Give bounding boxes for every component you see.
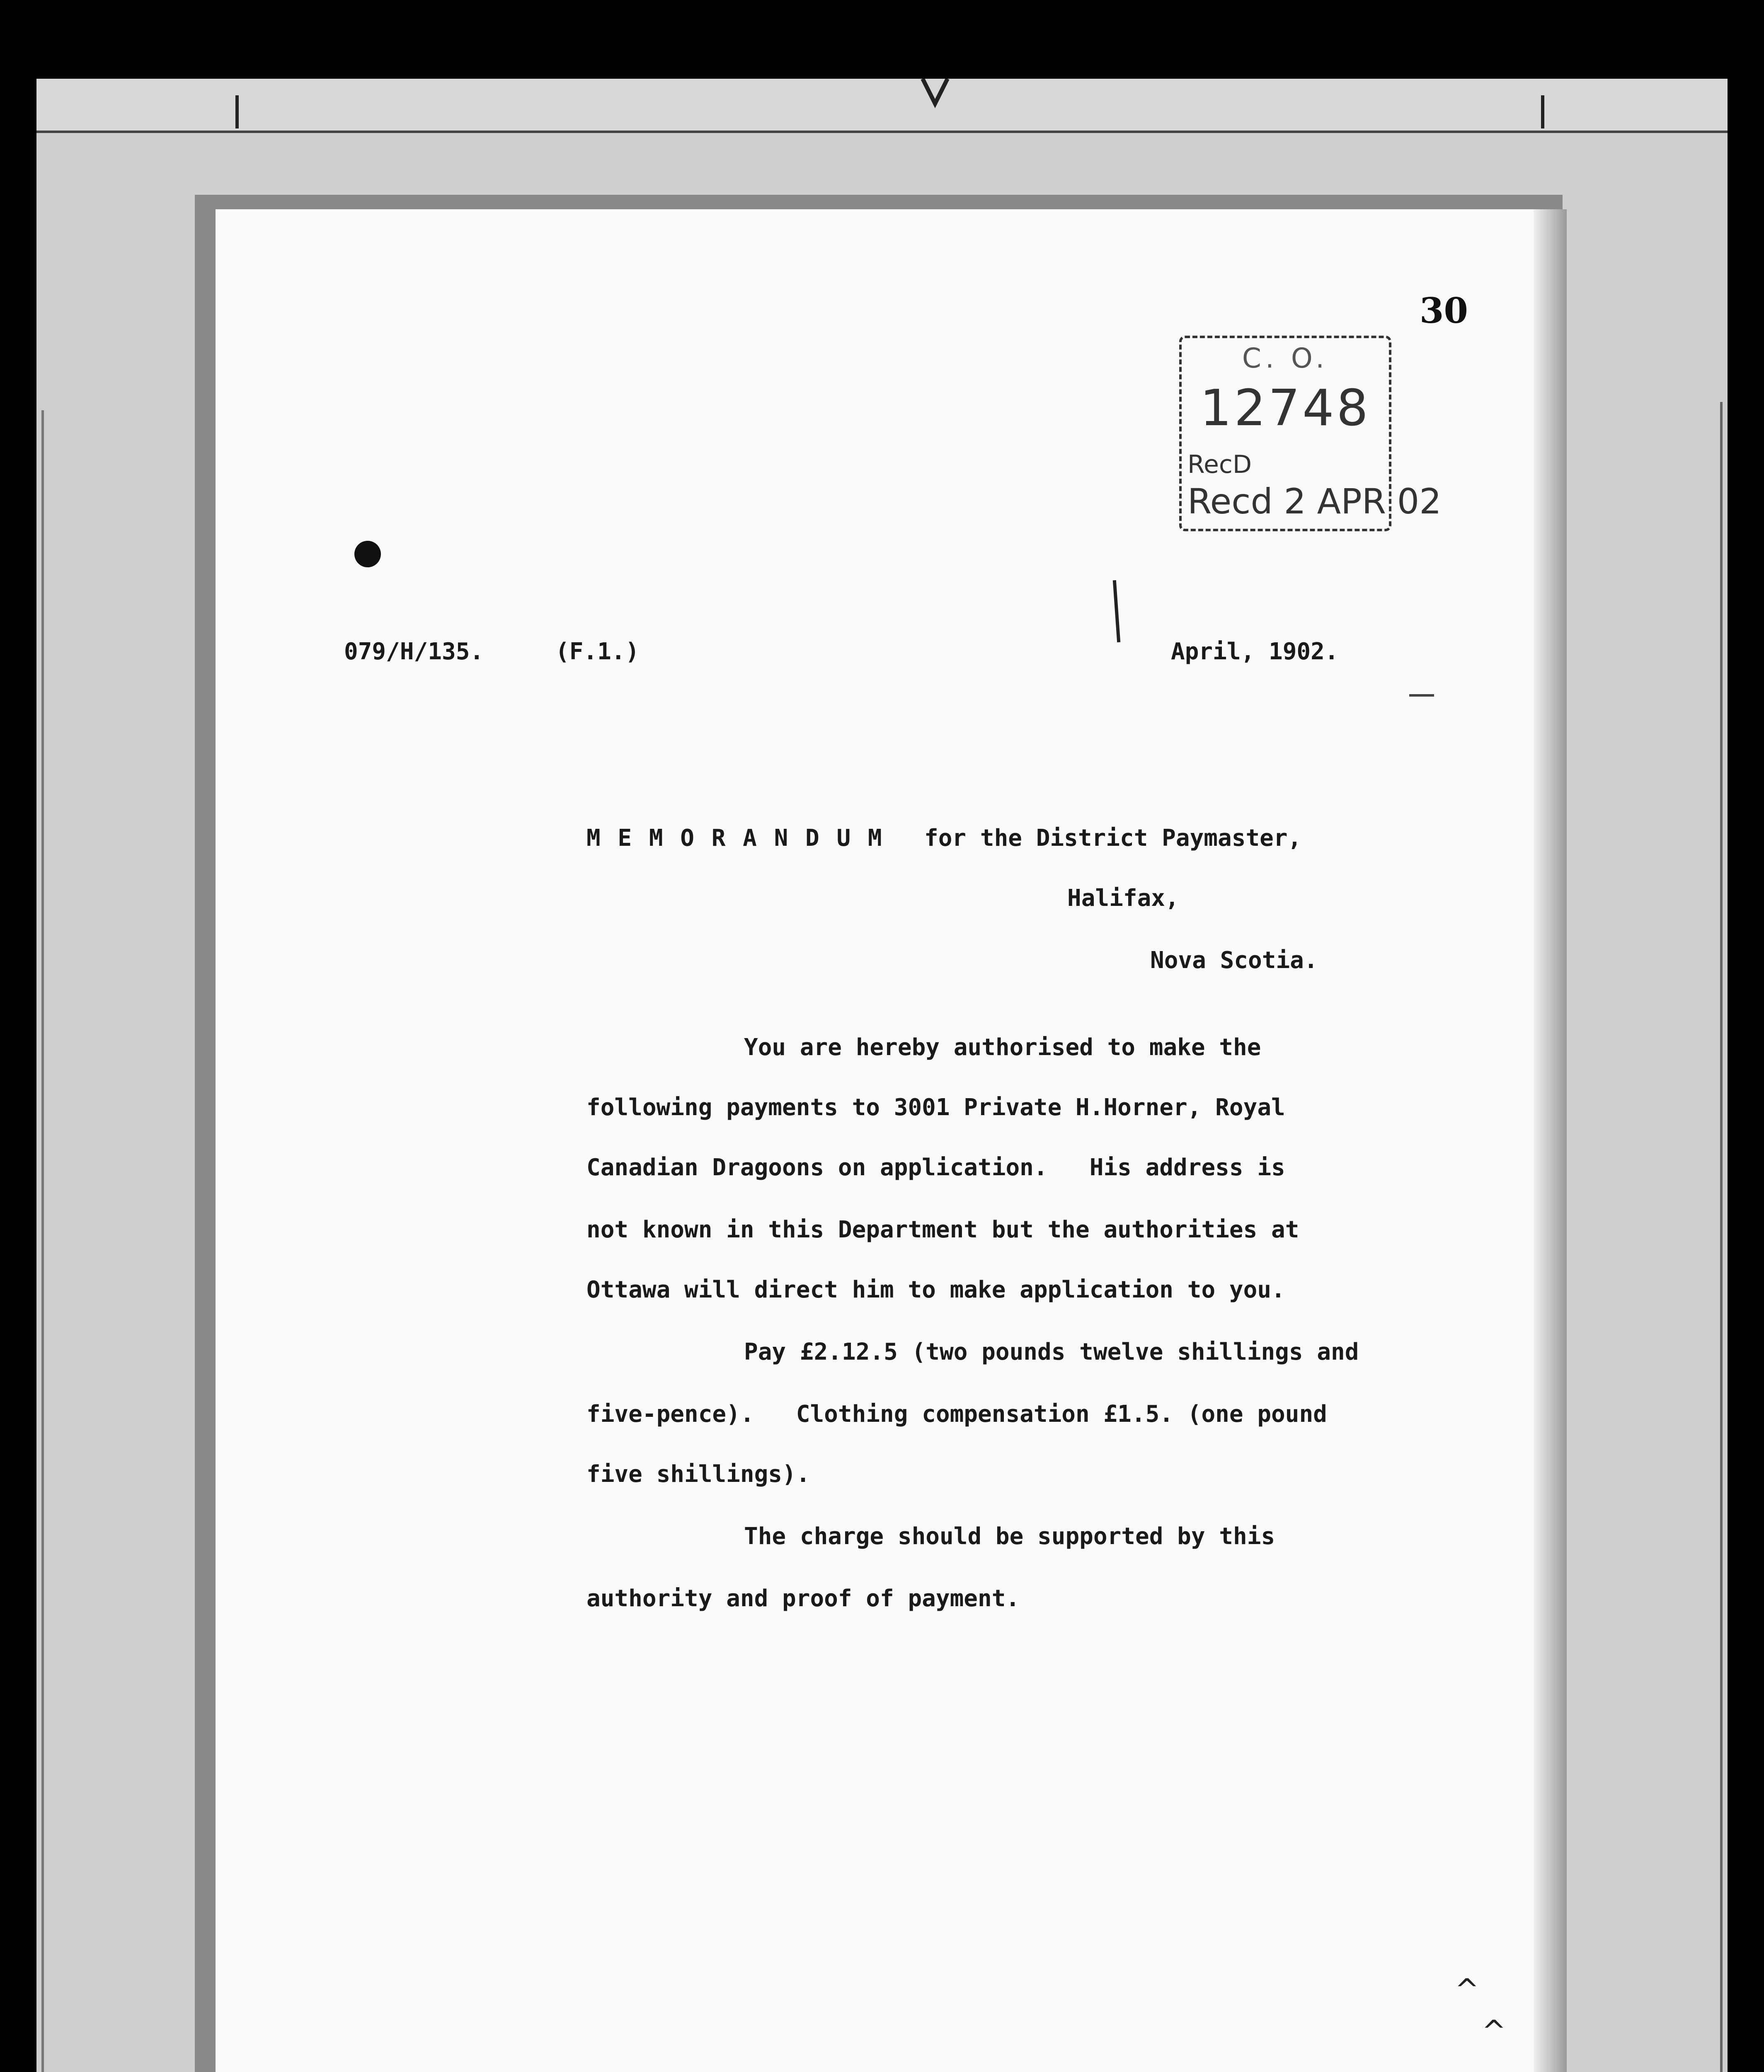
body-line-9: The charge should be supported by this [744,1523,1275,1550]
addressee-line-3: Nova Scotia. [1150,947,1318,974]
file-reference: 079/H/135. [344,638,484,665]
frame-notch-icon [914,79,956,116]
sub-reference: (F.1.) [555,638,640,665]
body-line-3: Canadian Dragoons on application. His address is [586,1154,1285,1181]
body-line-1: You are hereby authorised to make the [744,1034,1261,1061]
addressee-line-2: Halifax, [1067,885,1179,912]
body-line-6: Pay £2.12.5 (two pounds twelve shillings and [744,1339,1359,1365]
receipt-stamp [1179,336,1442,531]
margin-caret-mark: ^ [1455,1973,1479,2007]
margin-caret-mark-2: ^ [1482,2014,1506,2048]
addressee-line-1: for the District Paymaster, [924,825,1302,852]
stamp-number: 12748 [1200,380,1371,437]
stamp-header: C. O. [1242,342,1329,374]
page-number: 30 [1420,290,1468,331]
frame-margin-line-right [1720,402,1723,2072]
stray-mark [1409,694,1434,697]
body-line-10: authority and proof of payment. [586,1585,1020,1612]
punch-hole [354,541,381,567]
body-line-4: not known in this Department but the authorities at [586,1216,1299,1243]
body-line-7: five-pence). Clothing compensation £1.5. (one pound [586,1401,1327,1428]
stamp-recd-label: RecD [1187,450,1252,479]
frame-tick-left [235,95,239,128]
frame-tick-right [1541,95,1544,128]
frame-margin-line-left [41,410,44,2072]
sheet-edge [1534,209,1567,2072]
frame-top-strip [36,79,1728,133]
body-line-8: five shillings). [586,1461,810,1488]
letter-date: April, 1902. [1171,638,1339,665]
body-line-2: following payments to 3001 Private H.Horner, Royal [586,1094,1285,1121]
memo-heading: M E M O R A N D U M [586,825,884,852]
frame-top-rule [36,131,1728,133]
body-line-5: Ottawa will direct him to make application to you. [586,1276,1285,1303]
stamp-date: Recd 2 APR 02 [1187,481,1442,522]
